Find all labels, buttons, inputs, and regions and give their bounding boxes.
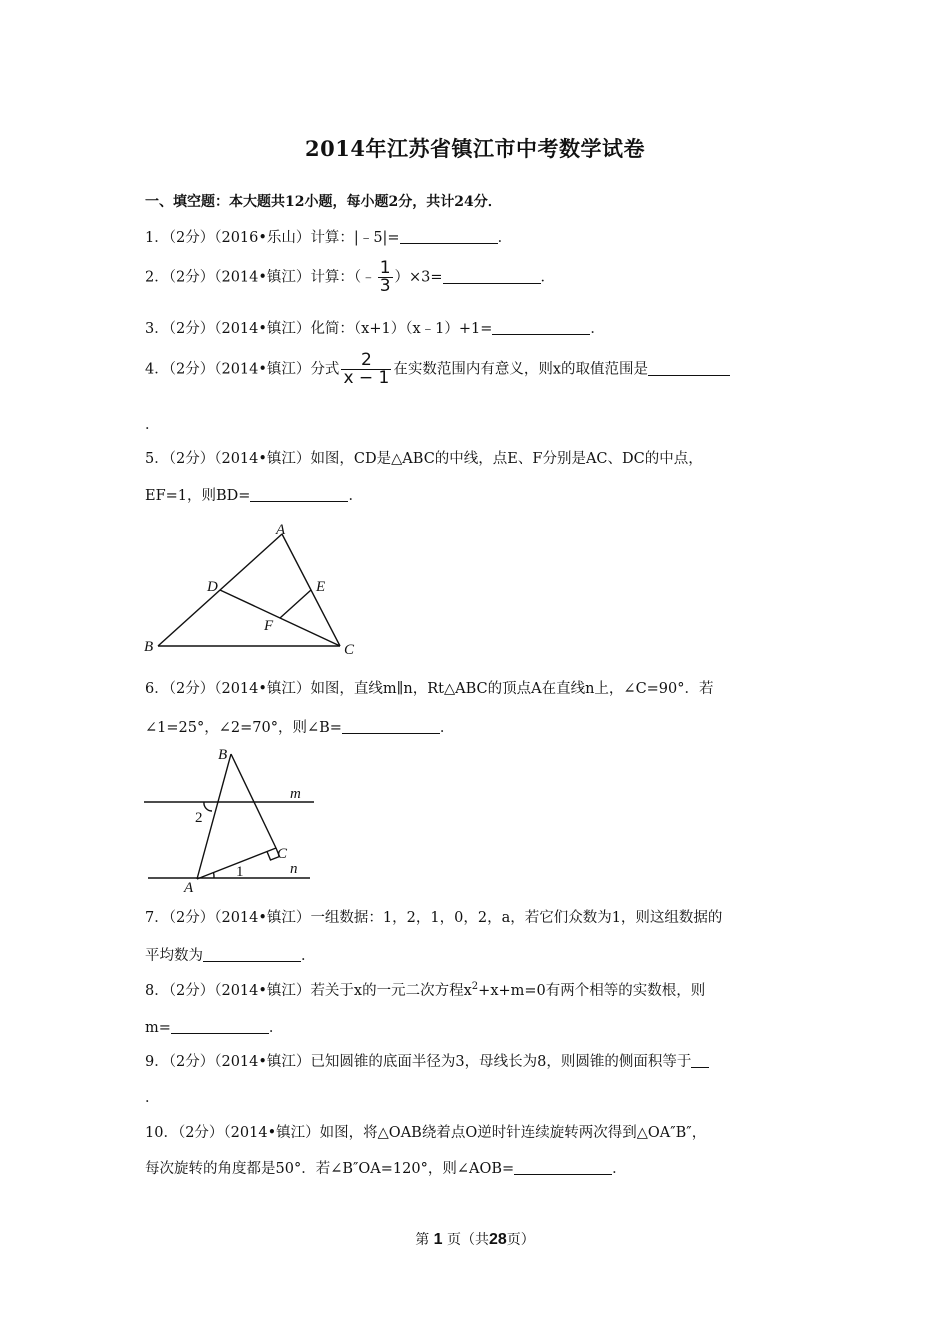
answer-blank[interactable] xyxy=(250,487,348,502)
label-n: n xyxy=(290,861,298,877)
answer-blank[interactable] xyxy=(342,719,440,734)
answer-blank[interactable] xyxy=(691,1053,709,1068)
parallel-lines-figure-q6 xyxy=(140,742,320,894)
page-title: 2014年江苏省镇江市中考数学试卷 xyxy=(305,136,645,161)
label-c: C xyxy=(277,846,288,862)
answer-blank[interactable] xyxy=(400,229,498,244)
question-6: 6．（2分）（2014•镇江）如图，直线m∥n，Rt△ABC的顶点A在直线n上，∠C=90°．若 xyxy=(145,681,714,697)
question-6-line2: ∠1=25°，∠2=70°，则∠B= ． xyxy=(145,720,455,736)
question-4-end: ． xyxy=(145,417,160,433)
fraction: $\frac{2}{x - 1}$ xyxy=(343,350,390,388)
label-e: E xyxy=(316,579,326,595)
answer-blank[interactable] xyxy=(514,1160,612,1175)
label-angle-2: 2 xyxy=(195,810,203,826)
label-f: F xyxy=(264,618,274,634)
answer-blank[interactable] xyxy=(648,361,730,376)
question-10-line2: 每次旋转的角度都是50°．若∠B″OA=120°，则∠AOB= ． xyxy=(145,1161,627,1177)
page-number: 1 xyxy=(433,1231,443,1248)
question-5: 5．（2分）（2014•镇江）如图，CD是△ABC的中线，点E、F分别是AC、DC的中点， xyxy=(145,451,703,467)
label-m: m xyxy=(290,786,301,802)
question-8: 8．（2分）（2014•镇江）若关于x的一元二次方程$x^2+x+m=0$有两个相等的实数根，则 xyxy=(145,981,706,999)
question-9: 9．（2分）（2014•镇江）已知圆锥的底面半径为3，母线长为8，则圆锥的侧面积等于 xyxy=(145,1050,709,1071)
question-10: 10．（2分）（2014•镇江）如图，将△OAB绕着点O逆时针连续旋转两次得到△OA″B″， xyxy=(145,1125,707,1141)
label-c: C xyxy=(344,642,355,658)
page-total: 28 xyxy=(489,1231,507,1248)
fraction: $\frac{1}{3}$ xyxy=(379,258,391,296)
question-5-line2: EF=1，则BD= ． xyxy=(145,488,363,504)
label-a: A xyxy=(276,522,286,538)
label-b: B xyxy=(144,639,154,655)
question-4: 4．（2分）（2014•镇江）分式 $\frac{2}{x - 1}$ 在实数范围内有意义，则x的取值范围是 xyxy=(145,352,730,387)
label-a: A xyxy=(184,880,194,894)
question-1: 1．（2分）（2016•乐山）计算：|﹣5|= ． xyxy=(145,230,513,246)
segment-ef xyxy=(280,590,311,618)
question-7: 7．（2分）（2014•镇江）一组数据：1，2，1，0，2，a，若它们众数为1，则这组数据的 xyxy=(145,910,723,926)
question-7-line2: 平均数为 ． xyxy=(145,948,316,964)
page-footer: 第 1 页（共28页） xyxy=(415,1231,535,1248)
answer-blank[interactable] xyxy=(203,947,301,962)
triangle-figure-q5 xyxy=(140,520,370,660)
section-heading: 一、填空题：本大题共12小题，每小题2分，共计24分． xyxy=(145,194,502,210)
angle-2-arc xyxy=(204,802,212,811)
label-b: B xyxy=(218,747,228,763)
answer-blank[interactable] xyxy=(171,1019,269,1034)
answer-blank[interactable] xyxy=(492,320,590,335)
question-9-end: ． xyxy=(145,1090,160,1106)
answer-blank[interactable] xyxy=(443,269,541,284)
question-8-line2: m= ． xyxy=(145,1020,284,1036)
question-2: 2．（2分）（2014•镇江）计算：（﹣ $\frac{1}{3}$ ）×3= ． xyxy=(145,258,556,296)
label-angle-1: 1 xyxy=(236,864,244,880)
side-bc xyxy=(231,754,276,848)
question-3: 3．（2分）（2014•镇江）化简：（x+1）（x﹣1）+1= ． xyxy=(145,321,605,337)
label-d: D xyxy=(207,579,218,595)
angle-1-arc xyxy=(214,873,215,879)
